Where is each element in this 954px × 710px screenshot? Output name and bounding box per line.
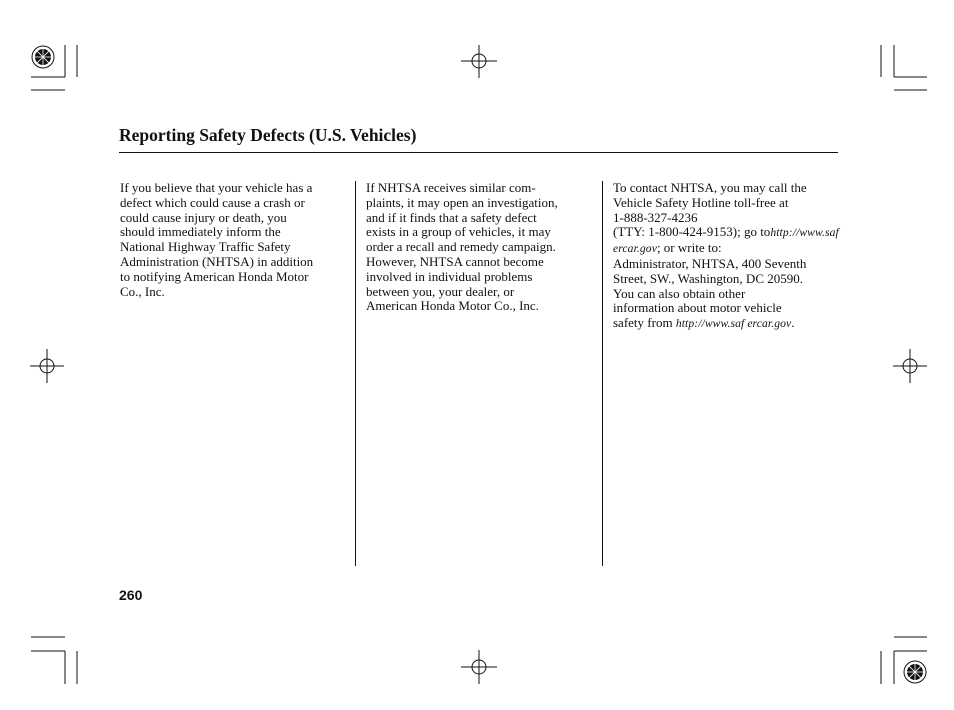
registration-crosshair-bottom [461,650,497,684]
text-column-1 [120,181,348,299]
starburst-target-bottom-right [904,661,926,683]
registration-crosshair-left [30,349,64,383]
column-divider-2 [602,181,603,566]
nhtsa-website-link-1[interactable]: http://www.saf ercar.gov [613,226,839,256]
contact-text-part-2: ; or write to: Administrator, NHTSA, 400 Seventh Street, SW., Washington, DC 20590. You can also obtain other information about motor vehicle safety from [613,240,807,331]
registration-crosshair-right [893,349,927,383]
registration-crosshair-top [461,45,497,78]
page-number: 260 [119,587,143,603]
column-divider-1 [355,181,356,566]
contact-text-part-3: . [791,315,795,331]
text-column-2 [366,181,594,314]
title-underline [119,152,838,153]
column-3-paragraph [613,181,841,332]
text-column-3 [613,181,841,332]
nhtsa-website-link-2[interactable]: http://www.saf ercar.gov [675,317,792,331]
column-2-paragraph: If NHTSA receives similar com- plaints, it may open an investigation, and if it finds that a safety defect exists in a group of vehicles, it may order a recall and remedy campaign. However, NHTSA cannot become involved in individual problems between you, your dealer, or American Honda Motor Co., Inc. [366,180,558,314]
column-1-paragraph: If you believe that your vehicle has a defect which could cause a crash or could cause injury or death, you should immediately inform the National Highway Traffic Safety Administration (NHTSA) in addition to notifying American Honda Motor Co., Inc. [120,180,314,299]
contact-text-part-1: To contact NHTSA, you may call the Vehicle Safety Hotline toll-free at 1-888-327-4236 (TTY: 1-800-424-9153); go to [613,180,807,240]
starburst-target-top-left [32,46,54,68]
page-title: Reporting Safety Defects (U.S. Vehicles) [119,125,417,145]
